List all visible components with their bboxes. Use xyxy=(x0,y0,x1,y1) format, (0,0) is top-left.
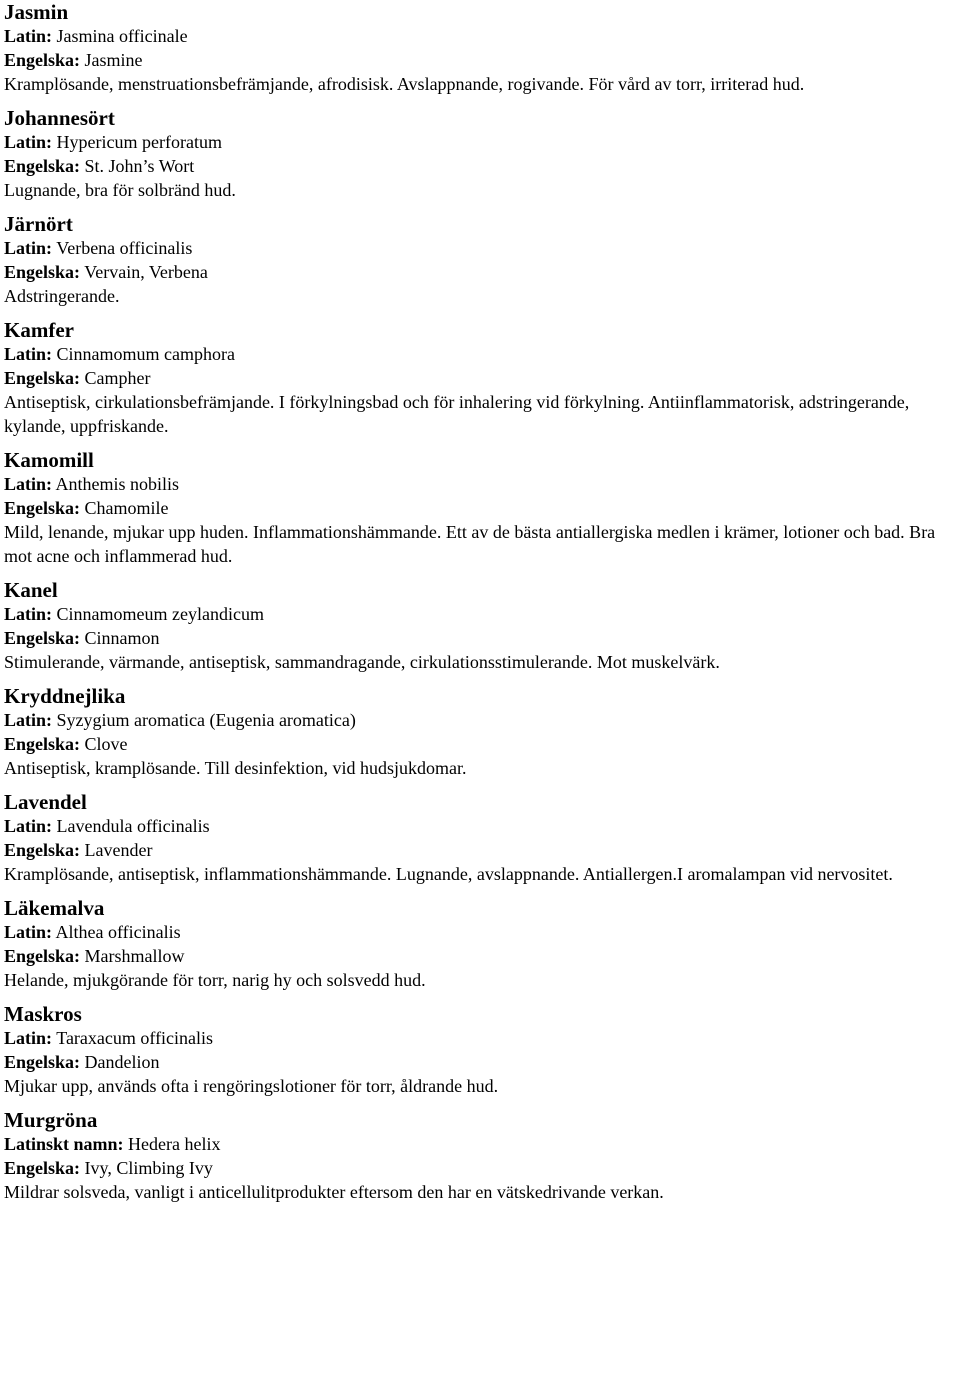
latin-label: Latin: xyxy=(4,604,53,624)
latin-name: Cinnamomum camphora xyxy=(56,344,235,364)
herb-entry-johannesort xyxy=(4,106,960,202)
english-name: Vervain, Verbena xyxy=(84,262,208,282)
english-name: Campher xyxy=(84,368,151,388)
latin-name: Anthemis nobilis xyxy=(55,474,180,494)
english-name: Chamomile xyxy=(84,498,169,518)
english-label: Engelska: xyxy=(4,156,81,176)
latin-name: Taraxacum officinalis xyxy=(56,1028,214,1048)
latin-line xyxy=(4,342,960,366)
english-name: Ivy, Climbing Ivy xyxy=(84,1158,213,1178)
english-label: Engelska: xyxy=(4,498,81,518)
english-label: Engelska: xyxy=(4,50,81,70)
english-label: Engelska: xyxy=(4,262,81,282)
english-name: St. John’s Wort xyxy=(84,156,195,176)
english-line xyxy=(4,154,960,178)
herb-entry-jarnort xyxy=(4,212,960,308)
herb-name: Kamfer xyxy=(4,318,74,342)
latin-label: Latin: xyxy=(4,1028,53,1048)
english-label: Engelska: xyxy=(4,840,81,860)
english-line xyxy=(4,1050,960,1074)
herb-entry-jasmin xyxy=(4,0,960,96)
herb-description: Mjukar upp, används ofta i rengöringslotioner för torr, åldrande hud. xyxy=(4,1076,499,1096)
english-label: Engelska: xyxy=(4,628,81,648)
latin-line xyxy=(4,1132,960,1156)
latin-line xyxy=(4,130,960,154)
herb-name: Murgröna xyxy=(4,1108,98,1132)
herb-description: Lugnande, bra för solbränd hud. xyxy=(4,180,236,200)
english-line xyxy=(4,260,960,284)
english-label: Engelska: xyxy=(4,946,81,966)
latin-label: Latin: xyxy=(4,816,53,836)
herb-description: Mild, lenande, mjukar upp huden. Inflammationshämmande. Ett av de bästa antiallergiska medlen i krämer, lotioner och bad. Bra mot acne och inflammerad hud. xyxy=(4,522,936,566)
latin-name: Syzygium aromatica (Eugenia aromatica) xyxy=(56,710,356,730)
latin-label: Latin: xyxy=(4,238,53,258)
english-name: Lavender xyxy=(84,840,153,860)
latin-name: Verbena officinalis xyxy=(56,238,193,258)
english-name: Clove xyxy=(84,734,128,754)
latin-line xyxy=(4,24,960,48)
herb-entry-kamfer xyxy=(4,318,960,438)
herb-description: Helande, mjukgörande för torr, narig hy och solsvedd hud. xyxy=(4,970,426,990)
english-line xyxy=(4,496,960,520)
english-line xyxy=(4,944,960,968)
herb-entry-maskros xyxy=(4,1002,960,1098)
latin-label: Latin: xyxy=(4,344,53,364)
english-label: Engelska: xyxy=(4,368,81,388)
herb-description: Stimulerande, värmande, antiseptisk, sammandragande, cirkulationsstimulerande. Mot muskelvärk. xyxy=(4,652,720,672)
herb-description: Adstringerande. xyxy=(4,286,120,306)
latin-line xyxy=(4,236,960,260)
latin-line xyxy=(4,708,960,732)
herb-description: Antiseptisk, kramplösande. Till desinfektion, vid hudsjukdomar. xyxy=(4,758,467,778)
herb-entry-kryddnejlika xyxy=(4,684,960,780)
english-line xyxy=(4,626,960,650)
latin-line xyxy=(4,920,960,944)
latin-label: Latin: xyxy=(4,710,53,730)
herb-entry-murgrona xyxy=(4,1108,960,1204)
english-name: Cinnamon xyxy=(84,628,160,648)
herb-description: Mildrar solsveda, vanligt i anticellulitprodukter eftersom den har en vätskedrivande verkan. xyxy=(4,1182,664,1202)
herb-entry-kamomill xyxy=(4,448,960,568)
english-line xyxy=(4,48,960,72)
latin-line xyxy=(4,1026,960,1050)
english-label: Engelska: xyxy=(4,1158,81,1178)
herb-entry-lakemalva xyxy=(4,896,960,992)
herb-entry-lavendel xyxy=(4,790,960,886)
herb-name: Järnört xyxy=(4,212,73,236)
latin-line xyxy=(4,472,960,496)
herb-name: Jasmin xyxy=(4,0,69,24)
latin-name: Hedera helix xyxy=(128,1134,221,1154)
english-name: Dandelion xyxy=(84,1052,160,1072)
herb-name: Kryddnejlika xyxy=(4,684,126,708)
latin-name: Althea officinalis xyxy=(55,922,181,942)
latin-name: Jasmina officinale xyxy=(56,26,188,46)
english-line xyxy=(4,366,960,390)
latin-label: Latin: xyxy=(4,26,53,46)
herb-name: Kanel xyxy=(4,578,58,602)
english-name: Marshmallow xyxy=(84,946,185,966)
herb-description: Kramplösande, antiseptisk, inflammationshämmande. Lugnande, avslappnande. Antiallergen.I aromalampan vid nervositet. xyxy=(4,864,893,884)
latin-label: Latin: xyxy=(4,922,53,942)
latin-name: Cinnamomeum zeylandicum xyxy=(56,604,264,624)
latin-label: Latin: xyxy=(4,132,53,152)
herb-description: Kramplösande, menstruationsbefrämjande, afrodisisk. Avslappnande, rogivande. För vård av torr, irriterad hud. xyxy=(4,74,805,94)
latin-name: Hypericum perforatum xyxy=(56,132,222,152)
english-label: Engelska: xyxy=(4,1052,81,1072)
herb-name: Läkemalva xyxy=(4,896,105,920)
latin-label: Latin: xyxy=(4,474,53,494)
herb-name: Johannesört xyxy=(4,106,115,130)
english-name: Jasmine xyxy=(84,50,143,70)
latin-label: Latinskt namn: xyxy=(4,1134,124,1154)
english-line xyxy=(4,838,960,862)
herb-name: Maskros xyxy=(4,1002,82,1026)
latin-line xyxy=(4,602,960,626)
english-line xyxy=(4,1156,960,1180)
herb-entry-kanel xyxy=(4,578,960,674)
herb-name: Lavendel xyxy=(4,790,87,814)
english-label: Engelska: xyxy=(4,734,81,754)
latin-name: Lavendula officinalis xyxy=(56,816,210,836)
herb-description: Antiseptisk, cirkulationsbefrämjande. I förkylningsbad och för inhalering vid förkylning. Antiinflammatorisk, adstringerande, kylande, uppfriskande. xyxy=(4,392,910,436)
herb-name: Kamomill xyxy=(4,448,94,472)
latin-line xyxy=(4,814,960,838)
english-line xyxy=(4,732,960,756)
